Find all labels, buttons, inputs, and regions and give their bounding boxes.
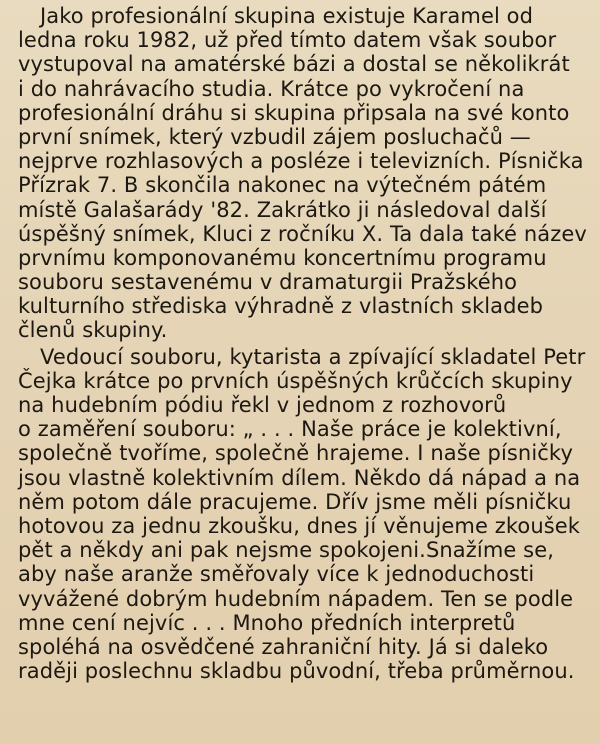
text-line: jsou vlastně kolektivním dílem. Někdo dá nápad a na xyxy=(18,465,581,490)
text-line: na hudebním pódiu řekl v jednom z rozhovorů xyxy=(18,393,507,417)
text-line: spoléhá na osvědčené zahraniční hity. Já si daleko xyxy=(18,634,549,659)
text-line: hotovou za jednu zkoušku, dnes jí věnujeme zkoušek xyxy=(18,513,581,538)
text-line: pět a někdy ani pak nejsme spokojeni.Snažíme se, xyxy=(18,538,555,563)
paragraph-2 xyxy=(18,345,590,684)
text-line: Přízrak 7. B skončila nakonec na výtečném pátém xyxy=(18,173,547,198)
text-line: mne cení nejvíc . . . Mnoho předních interpretů xyxy=(18,610,516,635)
text-line: profesionální dráhu si skupina připsala na své konto xyxy=(18,100,570,125)
text-line: členů skupiny. xyxy=(18,318,168,343)
paragraph-1 xyxy=(18,4,590,343)
text-line: Vedoucí souboru, kytarista a zpívající skladatel Petr xyxy=(40,344,586,369)
text-line: vystupoval na amatérské bázi a dostal se několikrát xyxy=(18,52,570,77)
text-line: vyvážené dobrým hudebním nápadem. Ten se podle xyxy=(18,586,574,611)
text-line: aby naše aranže směřovaly více k jednoduchosti xyxy=(18,562,535,587)
text-line: nejprve rozhlasových a posléze i televizních. Písnička xyxy=(18,149,584,174)
text-line: první snímek, který vzbudil zájem posluchačů — xyxy=(18,124,531,149)
text-line: i do nahrávacího studia. Krátce po vykročení na xyxy=(18,76,525,101)
text-line: o zaměření souboru: „ . . . Naše práce je kolektivní, xyxy=(18,417,562,442)
text-line: něm potom dále pracujeme. Dřív jsme měli písničku xyxy=(18,489,572,514)
text-line: úspěšný snímek, Kluci z ročníku X. Ta dala také název xyxy=(18,221,587,246)
text-line: společně tvoříme, společně hrajeme. I naše písničky xyxy=(18,441,573,466)
text-line: raději poslechnu skladbu původní, třeba průměrnou. xyxy=(18,659,575,684)
text-line: Čejka krátce po prvních úspěšných krůčcích skupiny xyxy=(18,368,573,393)
text-line: kulturního střediska výhradně z vlastních skladeb xyxy=(18,294,544,319)
text-line: Jako profesionální skupina existuje Karamel od xyxy=(40,4,534,28)
text-line: prvnímu komponovanému koncertnímu programu xyxy=(18,245,547,270)
text-line: místě Galašarády '82. Zakrátko ji následoval další xyxy=(18,197,547,222)
text-line: souboru sestavenému v dramaturgii Pražského xyxy=(18,270,518,295)
text-line: ledna roku 1982, už před tímto datem však soubor xyxy=(18,28,557,53)
